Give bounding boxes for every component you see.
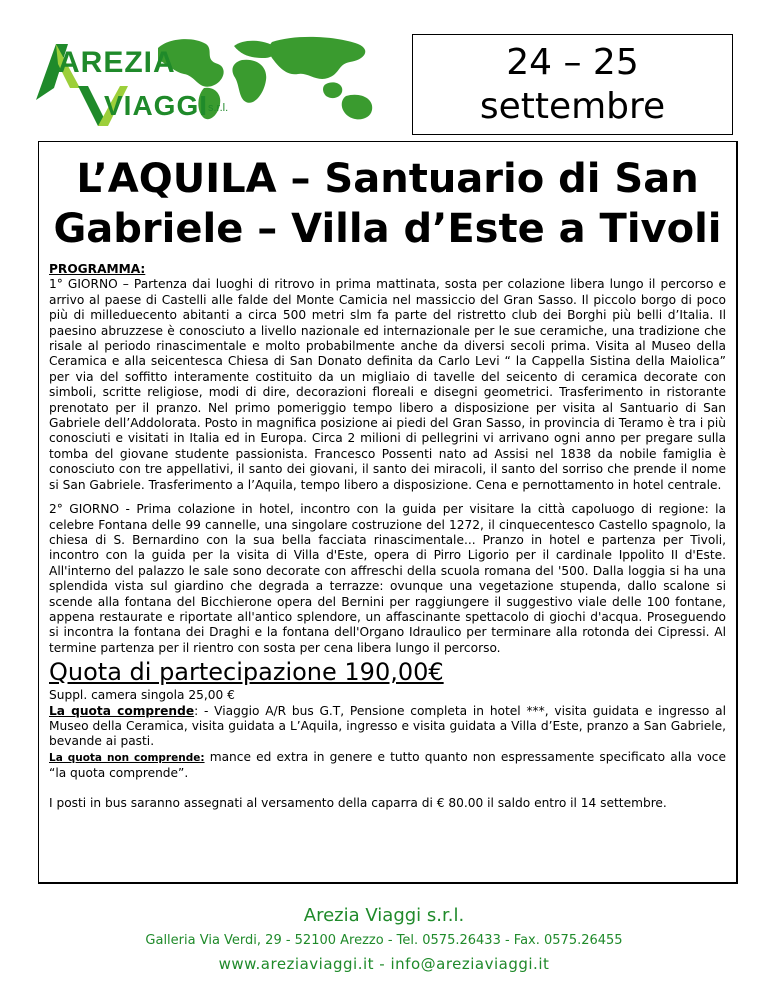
single-supplement: Suppl. camera singola 25,00 €	[49, 688, 235, 703]
company-logo	[28, 30, 398, 130]
day1-description: 1° GIORNO – Partenza dai luoghi di ritrovo in prima mattinata, sosta per colazione libera lungo il percorso e arrivo al paese di Castelli alle falde del Monte Camicia nel massiccio del Gran Sasso. Il piccolo borgo di poco più di milleduecento abitanti a circa 500 metri slm fa parte del ristretto club dei Borghi più belli d’Italia. Il paesino abruzzese è conosciuto a livello nazionale ed internazionale per le sue ceramiche, una tradizione che risale al periodo rinascimentale e molto probabilmente anche da diversi secoli prima. Visita al Museo della Ceramica e alla seicentesca Chiesa di San Donato definita da Carlo Levi “ la Cappella Sistina della Maiolica” per via del soffitto interamente costituito da un migliaio di tavelle del seicento di ceramica decorate con simboli, scritte religiose, modi di dire, decorazioni floreali e disegni geometrici. Trasferimento in ristorante prenotato per il pranzo. Nel primo pomeriggio tempo libero a disposizione per visita al Santuario di San Gabriele dell’Addolorata. Posto in magnifica posizione ai piedi del Gran Sasso, in provincia di Teramo è tra i più conosciuti e visitati in Italia ed in Europa. Circa 2 milioni di pellegrini vi arrivano ogni anno per pregare sulla tomba del giovane studente passionista. Francesco Possenti nato ad Assisi nel 1838 da nobile famiglia è conosciuto con tre appellativi, il santo dei giovani, il santo dei miracoli, il santo del sorriso che prende il nome si San Gabriele. Trasferimento a l’Aquila, tempo libero a disposizione. Cena e pernottamento in hotel centrale.	[49, 277, 726, 492]
date-box	[412, 34, 733, 135]
world-map-icon	[28, 30, 398, 130]
price-heading: Quota di partecipazione 190,00€	[49, 658, 444, 687]
footer-address: Galleria Via Verdi, 29 - 52100 Arezzo - Tel. 0575.26433 - Fax. 0575.26455	[145, 933, 623, 948]
excludes-paragraph	[49, 750, 726, 782]
excludes-text: mance ed extra in genere e tutto quanto non espressamente specificato alla voce “la quota comprende”.	[49, 749, 726, 781]
logo-word-viaggi: VIAGGI	[104, 90, 209, 121]
date-month: settembre	[479, 86, 666, 127]
page-title: L’AQUILA – Santuario di San Gabriele – Villa d’Este a Tivoli	[53, 156, 722, 252]
includes-label: La quota comprende	[49, 703, 195, 718]
footer-company: Arezia Viaggi s.r.l.	[303, 905, 465, 926]
price-details	[49, 688, 726, 811]
program-box	[38, 141, 738, 884]
logo-word-arezia: AREZIA	[58, 46, 176, 79]
program-heading: PROGRAMMA:	[49, 262, 146, 276]
day2-description: 2° GIORNO - Prima colazione in hotel, incontro con la guida per visitare la città capoluogo di regione: la celebre Fontana delle 99 cannelle, una singolare costruzione del 1272, il cinquecentesco Castello spagnolo, la chiesa di S. Bernardino con la sua bella facciata rinascimentale... Pranzo in hotel e partenza per Tivoli, incontro con la guida per la visita di Villa d'Este, opera di Pirro Ligorio per il cardinale Ippolito II d'Este. All'interno del palazzo le sale sono decorate con affreschi della scuola romana del '500. Dalla loggia si ha una splendida vista sul giardino che degrada a terrazze: ovunque una vegetazione stupenda, dallo scalone si scende alla fontana del Bicchierone opera del Bernini per raggiungere il suggestivo viale delle 100 fontane, appena restaurate e riportate all'antico splendore, un affascinante spettacolo di giochi d'acqua. Proseguendo si incontra la fontana dei Draghi e la fontana dell'Organo Idraulico per terminare alla rotonda dei Cipressi. Al termine partenza per il rientro con sosta per cena libera lungo il percorso.	[49, 502, 726, 655]
footer-contacts: www.areziaviaggi.it - info@areziaviaggi.it	[218, 955, 550, 973]
logo-suffix: s.r.l.	[208, 102, 229, 114]
program-body	[49, 262, 726, 656]
includes-text: : - Viaggio A/R bus G.T, Pensione completa in hotel ***, visita guidata e ingresso al Museo della Ceramica, visita guidata a L’Aquila, ingresso e visita guidata a Villa d’Este, pranzo a San Gabriele, bevande ai pasti.	[49, 703, 727, 749]
excludes-label: La quota non comprende:	[49, 751, 205, 764]
date-range: 24 – 25	[506, 42, 639, 83]
includes-paragraph	[49, 704, 726, 750]
seats-note: I posti in bus saranno assegnati al versamento della caparra di € 80.00 il saldo entro il 14 settembre.	[49, 795, 667, 810]
